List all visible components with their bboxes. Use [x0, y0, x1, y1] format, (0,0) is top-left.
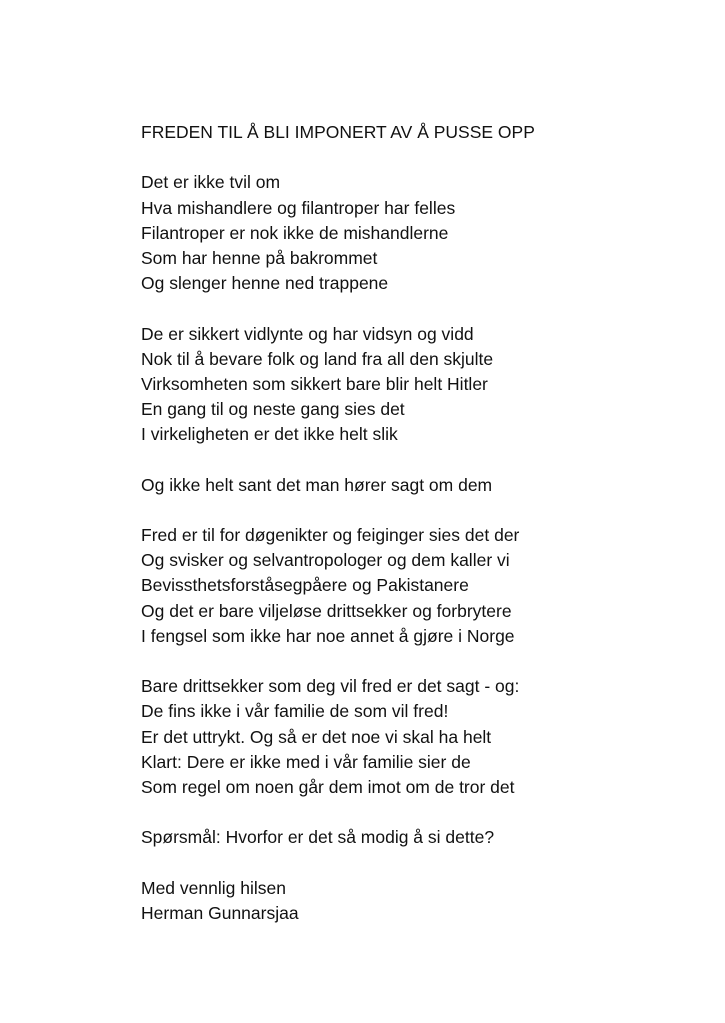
poem-line: En gang til og neste gang sies det: [141, 399, 405, 420]
poem-line: Bevissthetsforståsegpåere og Pakistanere: [141, 575, 469, 596]
poem-line: Bare drittsekker som deg vil fred er det sagt - og:: [141, 676, 520, 697]
poem-line: Hva mishandlere og filantroper har felles: [141, 197, 456, 218]
poem-line: Klart: Dere er ikke med i vår familie sier de: [141, 751, 471, 772]
author-signature: Herman Gunnarsjaa: [141, 902, 299, 923]
stanza-spacer: [141, 850, 701, 875]
poem-line: Filantroper er nok ikke de mishandlerne: [141, 222, 449, 243]
poem-line: Og det er bare viljeløse drittsekker og forbrytere: [141, 600, 512, 621]
poem-line: Er det uttrykt. Og så er det noe vi skal ha helt: [141, 726, 492, 747]
stanza-spacer: [141, 447, 701, 472]
closing-salutation: Med vennlig hilsen: [141, 877, 286, 898]
poem-line: Som har henne på bakrommet: [141, 247, 378, 268]
poem-line: Og svisker og selvantropologer og dem kaller vi: [141, 550, 510, 571]
poem-line: Det er ikke tvil om: [141, 172, 281, 193]
poem-line: Fred er til for døgenikter og feiginger sies det der: [141, 525, 520, 545]
poem-line: De fins ikke i vår familie de som vil fred!: [141, 701, 449, 722]
poem-line: Nok til å bevare folk og land fra all den skjulte: [141, 348, 494, 369]
stanza-spacer: [141, 145, 701, 170]
poem-line: Spørsmål: Hvorfor er det så modig å si dette?: [141, 827, 495, 848]
poem-title: FREDEN TIL Å BLI IMPONERT AV Å PUSSE OPP: [141, 122, 535, 142]
stanza-spacer: [141, 649, 701, 674]
poem-line: Som regel om noen går dem imot om de tror det: [141, 776, 515, 797]
stanza-spacer: [141, 296, 701, 321]
poem-line: I virkeligheten er det ikke helt slik: [141, 424, 398, 445]
stanza-spacer: [141, 498, 701, 523]
poem-line: I fengsel som ikke har noe annet å gjøre i Norge: [141, 625, 515, 646]
poem-line: Virksomheten som sikkert bare blir helt Hitler: [141, 373, 488, 394]
poem-line: De er sikkert vidlynte og har vidsyn og vidd: [141, 323, 474, 344]
poem-body: [141, 120, 701, 926]
poem-line: Og ikke helt sant det man hører sagt om dem: [141, 474, 493, 495]
poem-line: Og slenger henne ned trappene: [141, 273, 389, 294]
stanza-spacer: [141, 800, 701, 825]
